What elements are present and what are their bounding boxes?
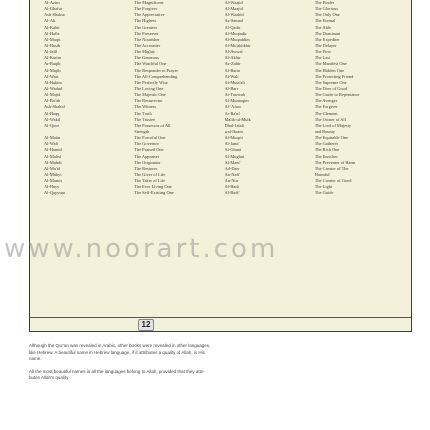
name-entry: Al-Muqaddim xyxy=(224,36,250,42)
name-entry: Al-Waahid xyxy=(224,12,244,18)
name-entry: The Self-Existing One xyxy=(134,190,174,196)
name-entry: The Taker of Life xyxy=(134,178,166,184)
name-entry: As-Samad xyxy=(224,18,243,24)
name-entry: Ad-Darr xyxy=(224,165,240,171)
name-entry: The Truth xyxy=(134,110,152,116)
name-entry: The Majestic One xyxy=(134,92,166,98)
name-entry: The Glorious xyxy=(314,6,339,12)
name-entry: Al-Muqit xyxy=(44,36,61,42)
name-entry: The Owner of All xyxy=(314,116,346,122)
name-entry: An-Nafi' xyxy=(224,171,240,177)
name-entry: Al-Muta'ali xyxy=(224,79,245,85)
name-entry: Al-Awwal xyxy=(224,49,243,55)
name-entry: The Appraiser xyxy=(134,153,160,159)
name-entry: The Finder xyxy=(314,0,335,5)
name-entry: Al-Qadir xyxy=(224,24,241,30)
names-column-meaning-1 xyxy=(134,0,224,318)
name-entry: Al-Haqq xyxy=(44,110,60,116)
page-number: 12 xyxy=(138,319,154,331)
name-entry: Al-Muhyi xyxy=(44,171,62,177)
name-entry: The Resurrector xyxy=(134,98,163,104)
name-entry: Az-Zahir xyxy=(224,61,241,67)
name-entry: Al-Ghani xyxy=(224,147,242,153)
name-entry: The Rich One xyxy=(314,147,340,153)
name-entry: Al-Hakim xyxy=(44,79,62,85)
name-entry: Al-Mubdi xyxy=(44,159,62,165)
name-entry: Strength xyxy=(134,128,150,134)
name-entry: Al-Muqsit xyxy=(224,135,243,141)
name-entry: The Originator xyxy=(134,159,161,165)
name-entry: The Praised One xyxy=(134,147,164,153)
name-entry: The Generous xyxy=(134,55,159,61)
name-entry: The Delayer xyxy=(314,42,337,48)
name-entry: Al-Akhir xyxy=(224,55,241,61)
name-entry: The Expediter xyxy=(314,36,340,42)
name-entry: Al-Muqtadir xyxy=(224,30,247,36)
name-entry: The Only One xyxy=(314,12,340,18)
name-entry: Al-Hasib xyxy=(44,42,61,48)
name-entry: The Doer of Good xyxy=(314,85,348,91)
name-entry: The Forgiver xyxy=(314,104,338,110)
name-entry: Al-Badi' xyxy=(224,190,240,196)
name-entry: The Hidden One xyxy=(314,67,345,73)
name-entry: Al-Batin xyxy=(224,67,240,73)
name-entry: Al-Mujib xyxy=(44,67,61,73)
name-entry: Al-Mumit xyxy=(44,178,62,184)
name-entry: The Greatest xyxy=(134,24,157,30)
name-entry: The Guide xyxy=(314,190,334,196)
name-entry: The Light xyxy=(314,184,333,190)
name-entry: Al-Muhsi xyxy=(44,153,62,159)
name-entry: The Ever Living One xyxy=(134,184,172,190)
name-entry: Al-Kabir xyxy=(44,24,60,30)
caption-paragraph-2 xyxy=(29,369,329,382)
name-entry: Al-'Afuw xyxy=(224,104,242,110)
name-entry: The Creator of Good xyxy=(314,178,352,184)
names-column-arabic-2 xyxy=(225,0,315,318)
name-entry: Al-Mu'akhkhir xyxy=(224,42,251,48)
name-entry: Al-Hadi xyxy=(224,184,239,190)
name-entry: wal-Ikram xyxy=(224,128,243,134)
name-entry: The Able xyxy=(314,24,331,30)
name-entry: Al-Ghafur xyxy=(44,6,63,12)
caption-text xyxy=(29,343,329,382)
name-entry: The Creator of The xyxy=(314,165,349,171)
name-entry: The Responder to Prayer xyxy=(134,67,179,73)
name-entry: Al-Barr xyxy=(224,85,239,91)
name-entry: Al-Hamid xyxy=(44,147,62,153)
caption-line: butes Allah's quality. xyxy=(29,375,70,380)
name-entry: Al-Jami' xyxy=(224,141,240,147)
name-entry: The Perfectly Wise xyxy=(134,79,168,85)
name-entry: The Restorer xyxy=(134,165,158,171)
name-entry: The Dominant xyxy=(314,30,341,36)
name-entry: Al-Wadud xyxy=(44,85,63,91)
name-entry: Al-Muntaqim xyxy=(224,98,249,104)
name-entry: Al-Wasi xyxy=(44,73,59,79)
name-entry: Al-Azim xyxy=(44,0,60,5)
caption-line: Although the Qur'an was revealed in Arabic, other books were revealed in other languages, xyxy=(29,343,211,348)
name-entry: The Forgiver xyxy=(134,6,158,12)
name-entry: The Witness xyxy=(134,104,157,110)
name-entry: Al-Ali xyxy=(44,18,56,24)
name-entry: The Clement xyxy=(314,110,338,116)
name-entry: Al-Ba'ith xyxy=(44,98,61,104)
name-entry: The Forceful One xyxy=(134,135,166,141)
name-entry: Al-Qawi xyxy=(44,122,60,128)
name-entry: The Protecting Friend xyxy=(314,73,354,79)
name-entry: Al-Wali xyxy=(224,73,239,79)
name-entry: and Bounty xyxy=(314,128,336,134)
name-entry: The Possessor of All xyxy=(134,122,171,128)
name-entry: Al-Jalil xyxy=(44,49,58,55)
name-entry: The Accounter xyxy=(134,42,161,48)
name-entry: The Appreciative xyxy=(134,12,165,18)
name-entry: Al-Majid xyxy=(44,92,61,98)
name-entry: Al-Mu'id xyxy=(44,165,61,171)
name-entry: The Equitable One xyxy=(314,135,348,141)
name-entry: The First xyxy=(314,49,331,55)
name-entry: The Magnificent xyxy=(134,0,164,5)
name-entry: Al-Maajid xyxy=(224,6,243,12)
name-entry: The Avenger xyxy=(314,98,338,104)
names-column-arabic-1 xyxy=(44,0,134,318)
name-entry: Ar-Raqib xyxy=(44,61,61,67)
names-panel xyxy=(29,0,412,332)
name-entry: The Nourisher xyxy=(134,36,160,42)
name-entry: Ash-Shahid xyxy=(44,104,65,110)
page-footer-bar xyxy=(30,317,411,331)
name-entry: Malik-ul-Mulk xyxy=(224,116,251,122)
name-entry: The All-Comprehending xyxy=(134,73,178,79)
name-entry: The Lord of Majesty xyxy=(314,122,352,128)
name-entry: Al-Matin xyxy=(44,135,61,141)
name-entry: The Trustee xyxy=(134,116,156,122)
name-entry: Al-Qayyum xyxy=(44,190,65,196)
name-entry: The Gatherer xyxy=(314,141,339,147)
name-entry: The Watchful One xyxy=(134,61,167,67)
names-column-meaning-2 xyxy=(315,0,405,318)
name-entry: The Eternal xyxy=(314,18,336,24)
name-entry: Al-Hayy xyxy=(44,184,60,190)
name-entry: The Guide to Repentance xyxy=(314,92,360,98)
name-entry: The Highest xyxy=(134,18,156,24)
name-entry: Al-Hafiz xyxy=(44,30,60,36)
name-entry: The Last xyxy=(314,55,331,61)
name-entry: The Manifest One xyxy=(314,61,347,67)
name-entry: Al-Karim xyxy=(44,55,62,61)
names-grid xyxy=(44,0,405,318)
name-entry: Harmful xyxy=(314,171,330,177)
name-entry: Al-Mughni xyxy=(224,153,245,159)
name-entry: The Giver of Life xyxy=(134,171,166,177)
caption-line: like Hebrew. A beautiful name in Hebrew language, if it attributes a quality of Allah, is His xyxy=(29,349,205,355)
name-entry: The Loving One xyxy=(134,85,164,91)
name-entry: Al-Waajid xyxy=(224,0,243,5)
name-entry: At-Tawwab xyxy=(224,92,246,98)
name-entry: Al-Mani' xyxy=(224,159,241,165)
name-entry: The Enricher xyxy=(314,153,338,159)
name-entry: Ar-Ra'uf xyxy=(224,110,240,116)
name-entry: An-Nur xyxy=(224,178,239,184)
name-entry: The Preventer of Harm xyxy=(314,159,356,165)
caption-line: name. xyxy=(29,356,42,361)
name-entry: The Supreme One xyxy=(314,79,347,85)
name-entry: Ash-Shakur xyxy=(44,12,65,18)
name-entry: The Mighty xyxy=(134,49,156,55)
name-entry: Al-Wali xyxy=(44,141,59,147)
caption-line: All the most beautiful names in all the languages belong to Allah, provided that they attri- xyxy=(29,368,205,374)
name-entry: The Governor xyxy=(134,141,159,147)
name-entry: Al-Wakil xyxy=(44,116,61,122)
caption-paragraph-1 xyxy=(29,343,329,363)
name-entry: The Preserver xyxy=(134,30,159,36)
name-entry: Dhul-Jalali xyxy=(224,122,245,128)
watermark: www.noorart.com xyxy=(4,234,279,264)
